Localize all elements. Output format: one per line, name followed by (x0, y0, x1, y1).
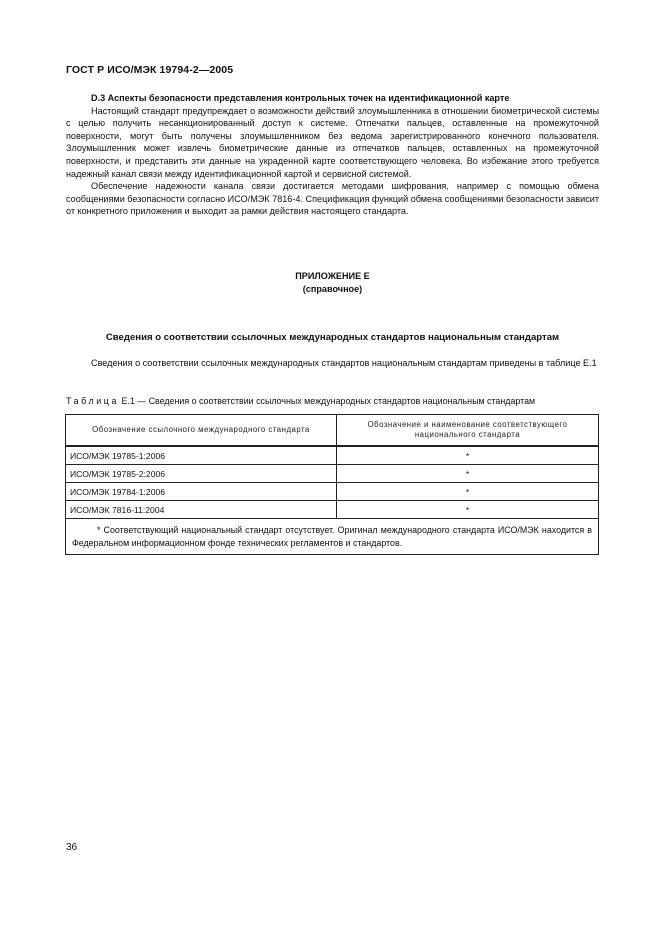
annex-subtitle: (справочное) (302, 283, 363, 294)
table-row (66, 446, 599, 465)
table-header-row (66, 415, 599, 447)
annex-title-block (66, 270, 599, 295)
cell-international-code: ИСО/МЭК 7816-11:2004 (66, 501, 337, 519)
section-d3 (66, 92, 599, 218)
document-header: ГОСТ Р ИСО/МЭК 19794-2—2005 (66, 64, 234, 76)
table-caption-label: Таблица (66, 396, 119, 406)
column-header-national: Обозначение и наименование соответствующего национального стандарта (337, 415, 599, 447)
column-header-international: Обозначение ссылочного международного стандарта (66, 415, 337, 447)
annex-intro-text: Сведения о соответствии ссылочных международных стандартов национальным стандартам приведены в таблице Е.1 (91, 358, 597, 368)
cell-national-standard: * (337, 483, 599, 501)
page-number: 36 (66, 842, 78, 853)
annex-heading: Сведения о соответствии ссылочных международных стандартов национальным стандартам (105, 332, 560, 343)
cell-international-code: ИСО/МЭК 19785-1:2006 (66, 446, 337, 465)
cell-national-standard: * (337, 465, 599, 483)
table-row (66, 483, 599, 501)
cell-international-code: ИСО/МЭК 19785-2:2006 (66, 465, 337, 483)
table-footnote-row (66, 519, 599, 555)
table-footnote: * Соответствующий национальный стандарт отсутствует. Оригинал международного стандарта ИСО/МЭК находится в Федеральном информационном фонде технических регламентов и стандартов. (66, 519, 599, 555)
table-caption (66, 396, 606, 406)
section-d3-paragraph-2: Обеспечение надежности канала связи достигается методами шифрования, например с помощью обмена сообщениями безопасности согласно ИСО/МЭК 7816-4. Спецификация функций обмена сообщениями безопасности зависит от конкретного приложения и выходит за рамки действия настоящего стандарта. (66, 181, 599, 217)
table-row (66, 465, 599, 483)
annex-intro (66, 357, 599, 370)
section-d3-heading: D.3 Аспекты безопасности представления контрольных точек на идентификационной карте (91, 93, 510, 103)
cell-national-standard: * (337, 446, 599, 465)
standards-table (65, 414, 599, 555)
annex-title: ПРИЛОЖЕНИЕ Е (295, 271, 370, 281)
section-d3-paragraph-1: Настоящий стандарт предупреждает о возможности действий злоумышленника в отношении биометрической системы с целью получить несанкционированный доступ к системе. Отпечатки пальцев, оставленные на промежуточной поверхности, могут быть получены злоумышленником без ведома зарегистрированного конечного пользователя. Злоумышленник может извлечь биометрические данные из отпечатков пальцев, оставленных на промежуточной поверхности, и представить эти данные на украденной карте соответствующего человека. Во избежание этого требуется надежный канал связи между идентификационной картой и сервисной системой. (66, 105, 599, 179)
cell-international-code: ИСО/МЭК 19784-1:2006 (66, 483, 337, 501)
cell-national-standard: * (337, 501, 599, 519)
table-caption-text: Е.1 — Сведения о соответствии ссылочных международных стандартов национальным стандартам (119, 396, 536, 406)
table-row (66, 501, 599, 519)
